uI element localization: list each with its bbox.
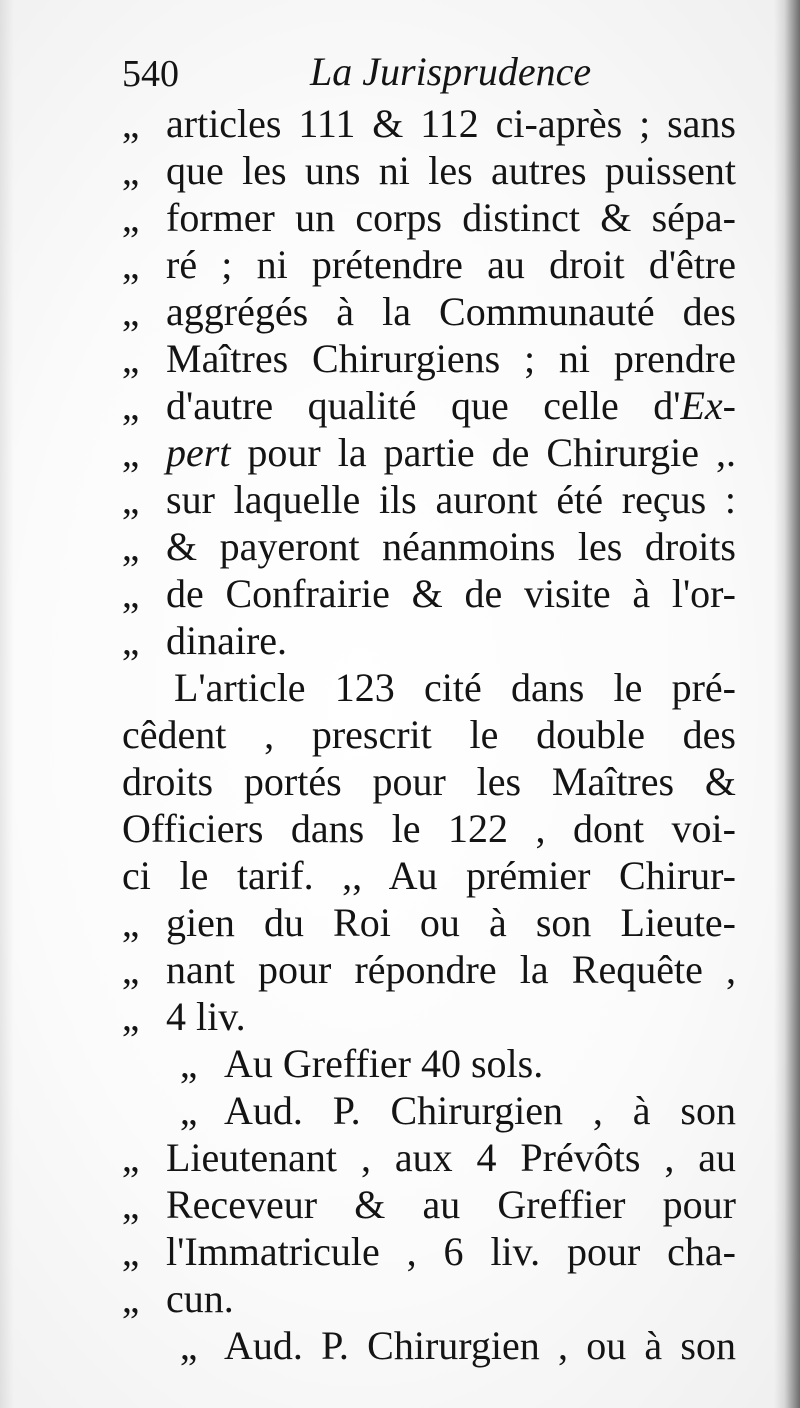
quotation-mark: ,, xyxy=(122,101,138,146)
paragraph-first-line xyxy=(122,1087,736,1134)
quotation-mark: ,, xyxy=(122,994,138,1039)
text-line xyxy=(122,570,736,617)
text-line xyxy=(122,241,736,288)
line-text: de Confrairie & de visite à l'or- xyxy=(166,571,736,616)
text-line xyxy=(122,617,736,664)
line-text: nant pour répondre la Requête , xyxy=(166,947,736,992)
line-text-roman: pour la partie de Chirurgie ,. xyxy=(230,430,736,475)
quotation-mark: ,, xyxy=(122,1229,138,1274)
line-text: ré ; ni prétendre au droit d'être xyxy=(166,242,736,287)
text-line xyxy=(122,288,736,335)
quotation-mark: ,, xyxy=(122,430,138,475)
quotation-mark: ,, xyxy=(122,336,138,381)
text-line xyxy=(122,476,736,523)
line-text: 4 liv. xyxy=(166,994,246,1039)
text-line xyxy=(122,523,736,570)
text-line xyxy=(122,194,736,241)
quotation-mark: ,, xyxy=(122,524,138,569)
quotation-mark: ,, xyxy=(122,571,138,616)
quotation-mark: ,, xyxy=(122,900,138,945)
body-text xyxy=(122,100,736,1369)
quotation-mark: ,, xyxy=(122,1135,138,1180)
line-text: former un corps distinct & sépa- xyxy=(166,195,736,240)
text-line xyxy=(122,711,736,758)
line-text: l'Immatricule , 6 liv. pour cha- xyxy=(166,1229,736,1274)
line-text: cun. xyxy=(166,1276,234,1321)
page-number: 540 xyxy=(122,53,179,95)
line-text: aggrégés à la Communauté des xyxy=(166,289,736,334)
line-text: droits portés pour les Maîtres & xyxy=(122,759,736,804)
text-line xyxy=(122,100,736,147)
line-text: ci le tarif. ,, Au prémier Chirur- xyxy=(122,853,736,898)
quotation-mark: ,, xyxy=(122,148,138,193)
line-text-italic: Ex- xyxy=(680,383,736,428)
quotation-mark: ,, xyxy=(122,242,138,287)
text-line xyxy=(122,946,736,993)
text-line xyxy=(122,382,736,429)
text-line xyxy=(122,852,736,899)
line-text: Lieutenant , aux 4 Prévôts , au xyxy=(166,1135,736,1180)
quotation-mark: ,, xyxy=(122,383,138,428)
binding-gutter-shadow xyxy=(774,0,800,1408)
page-header xyxy=(122,50,722,98)
text-line xyxy=(122,1275,736,1322)
text-line xyxy=(122,758,736,805)
text-line xyxy=(122,1181,736,1228)
quotation-mark: ,, xyxy=(122,947,138,992)
quotation-mark: ,, xyxy=(122,618,138,663)
quotation-mark: ,, xyxy=(122,477,138,522)
text-line xyxy=(122,147,736,194)
text-line xyxy=(122,993,736,1040)
quotation-mark: ,, xyxy=(180,1088,196,1133)
text-line xyxy=(122,429,736,476)
line-text: L'article 123 cité dans le pré- xyxy=(174,665,736,710)
line-text: Officiers dans le 122 , dont voi- xyxy=(122,806,736,851)
line-text: Au Greffier 40 sols. xyxy=(224,1041,544,1086)
line-text: Receveur & au Greffier pour xyxy=(166,1182,736,1227)
line-text-italic: pert xyxy=(166,430,231,475)
line-text: gien du Roi ou à son Lieute- xyxy=(166,900,736,945)
line-text xyxy=(166,430,736,475)
quotation-mark: ,, xyxy=(180,1041,196,1086)
page-left-edge xyxy=(0,0,14,1408)
quotation-mark: ,, xyxy=(122,289,138,334)
text-line xyxy=(122,899,736,946)
text-line xyxy=(122,805,736,852)
line-text: dinaire. xyxy=(166,618,288,663)
line-text: que les uns ni les autres puissent xyxy=(166,148,736,193)
text-line xyxy=(122,1228,736,1275)
line-text: & payeront néanmoins les droits xyxy=(166,524,736,569)
line-text xyxy=(166,383,736,428)
quotation-mark: ,, xyxy=(122,1182,138,1227)
text-line xyxy=(122,1134,736,1181)
line-text: articles 111 & 112 ci-après ; sans xyxy=(166,101,736,146)
line-text: cêdent , prescrit le double des xyxy=(122,712,736,757)
quotation-mark: ,, xyxy=(180,1323,196,1368)
line-text: sur laquelle ils auront été reçus : xyxy=(166,477,736,522)
paragraph-first-line xyxy=(122,1322,736,1369)
line-text: Aud. P. Chirurgien , ou à son xyxy=(224,1323,736,1368)
line-text: Aud. P. Chirurgien , à son xyxy=(224,1088,736,1133)
quotation-mark: ,, xyxy=(122,195,138,240)
paragraph-first-line xyxy=(122,664,736,711)
text-line xyxy=(122,335,736,382)
running-title: La Jurisprudence xyxy=(310,49,592,94)
line-text-roman: d'autre qualité que celle d' xyxy=(166,383,681,428)
paragraph-first-line xyxy=(122,1040,736,1087)
quotation-mark: ,, xyxy=(122,1276,138,1321)
line-text: Maîtres Chirurgiens ; ni prendre xyxy=(166,336,736,381)
